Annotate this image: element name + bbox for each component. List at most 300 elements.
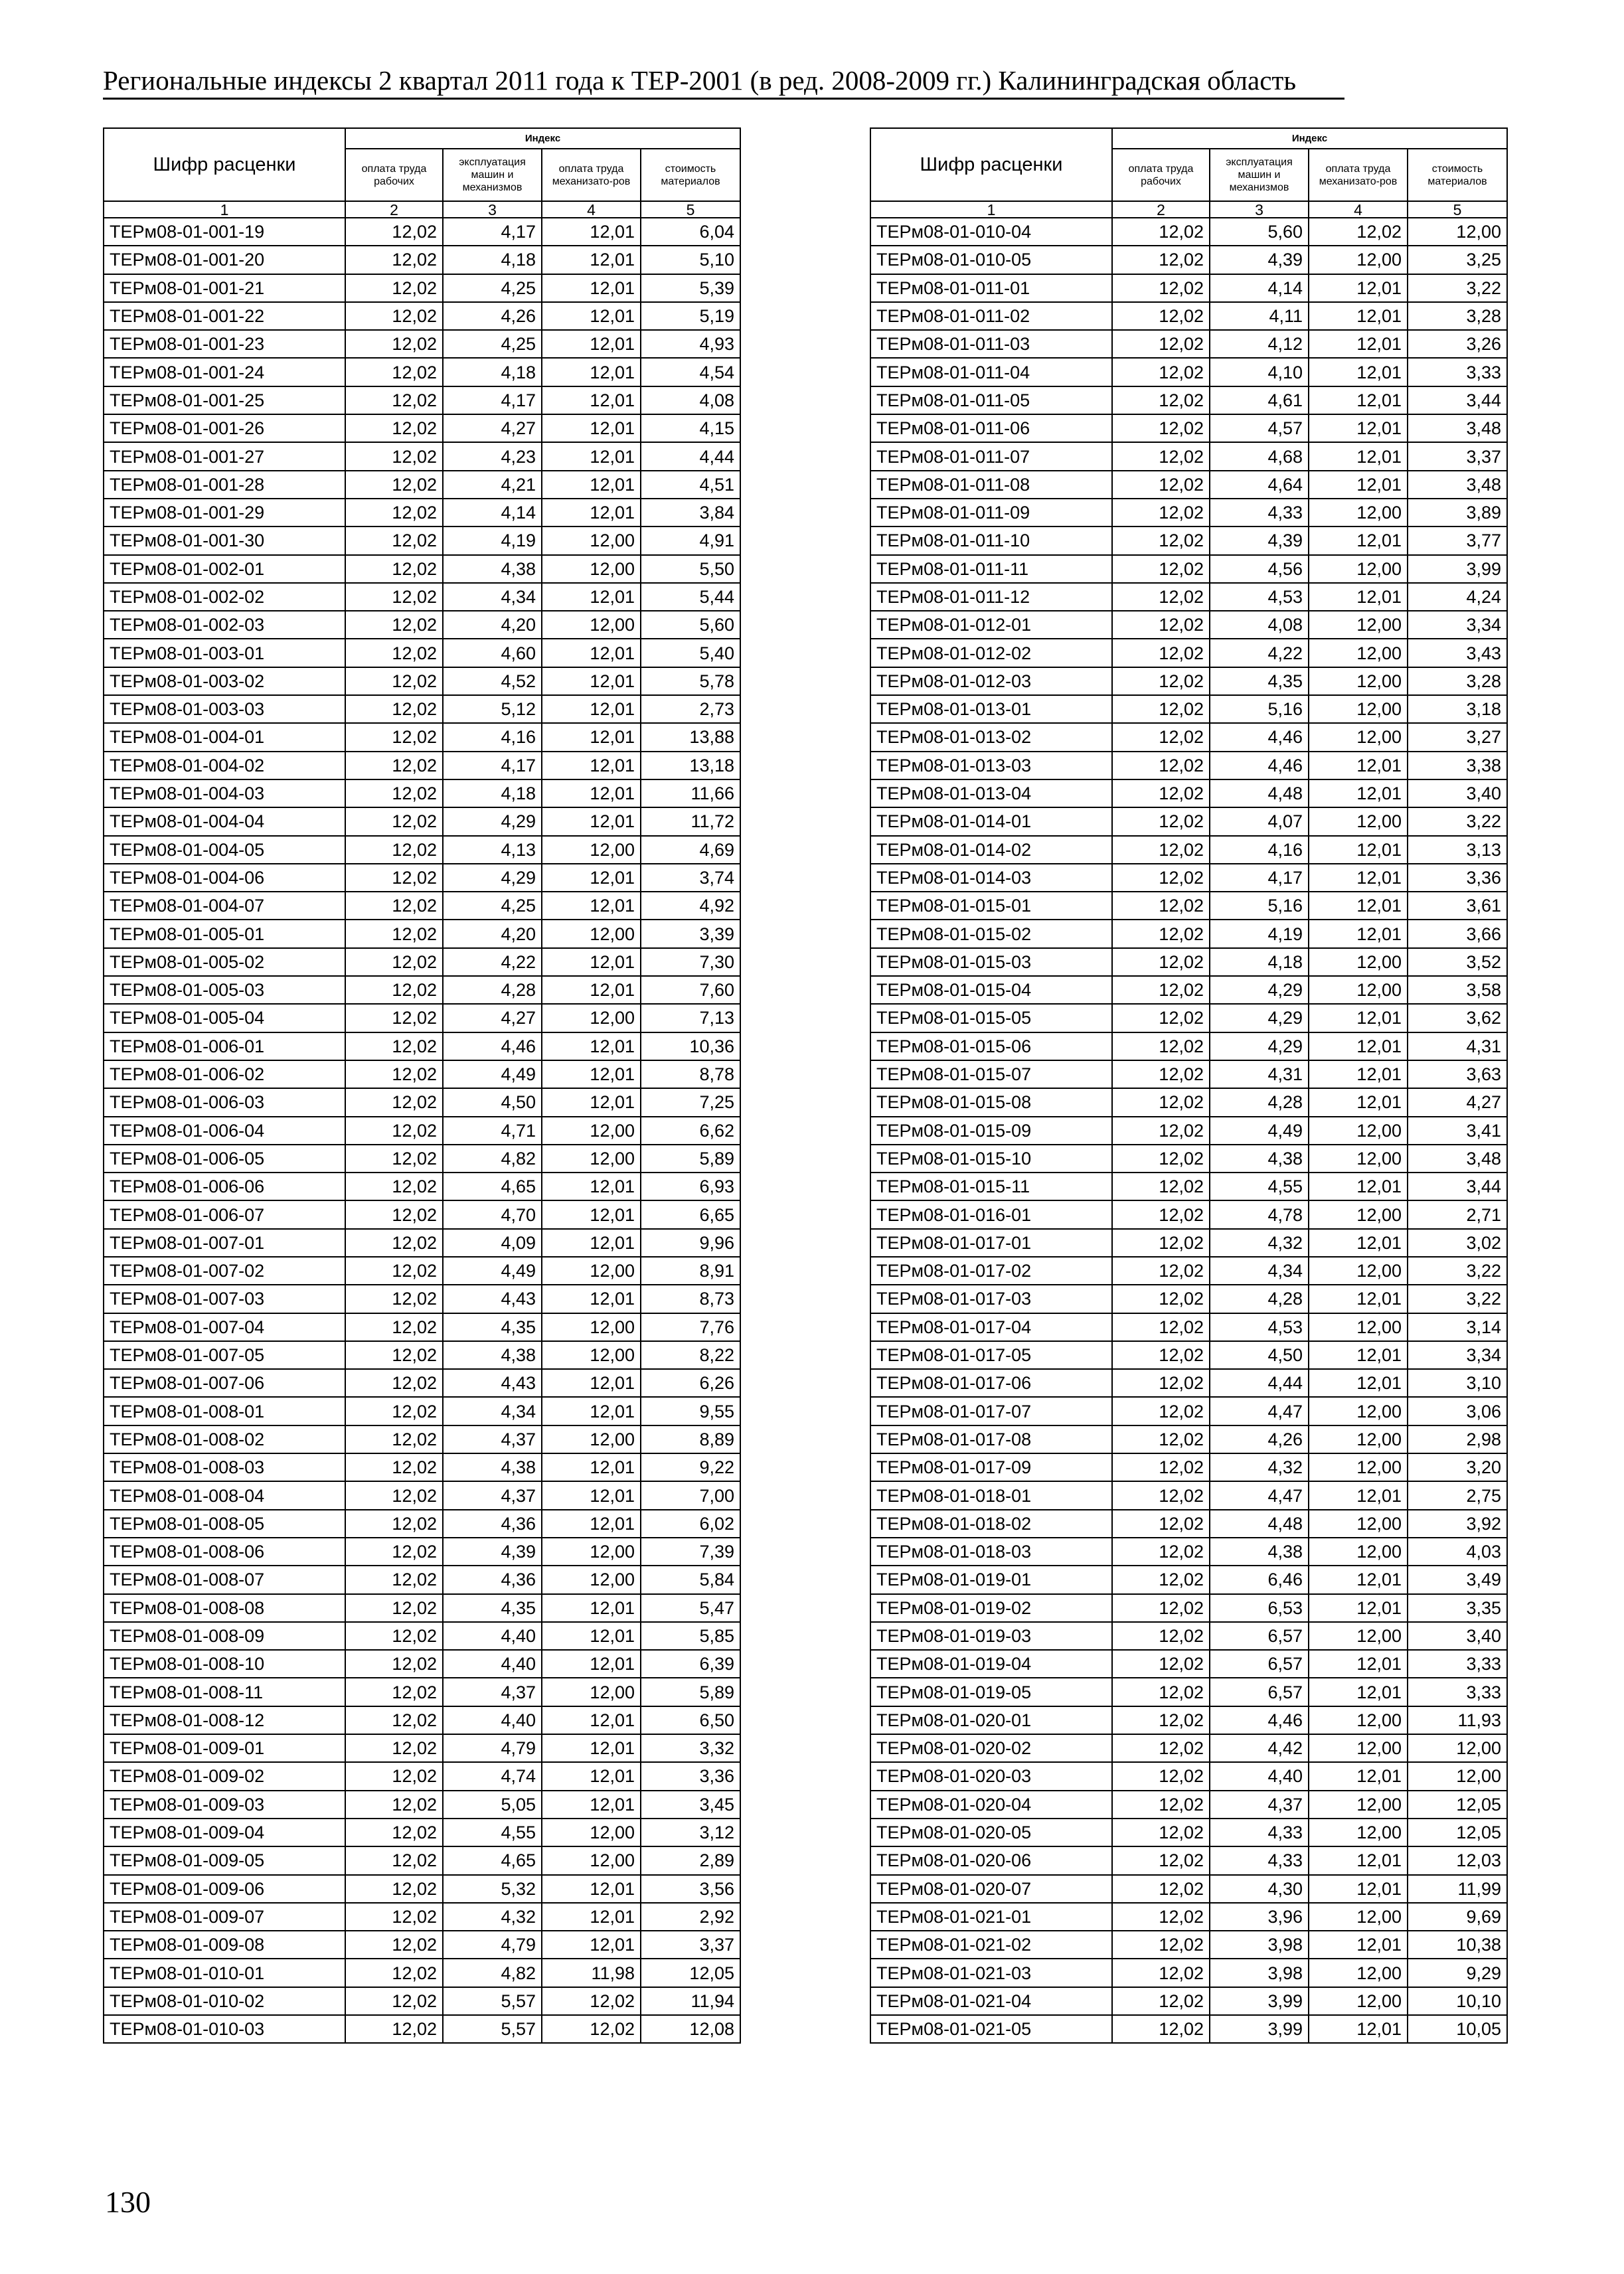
labor-index-cell: 12,02: [1112, 1510, 1210, 1538]
rate-code-cell: ТЕРм08-01-012-02: [870, 639, 1112, 667]
materials-index-cell: 12,05: [1408, 1791, 1507, 1819]
table-row: [870, 442, 1507, 470]
operators-index-cell: 12,01: [542, 218, 641, 246]
rate-code-cell: ТЕРм08-01-009-07: [104, 1903, 345, 1931]
operators-index-cell: 12,01: [1309, 1931, 1408, 1959]
materials-index-cell: 3,22: [1408, 1285, 1507, 1313]
labor-index-cell: 12,02: [345, 752, 443, 779]
machines-index-cell: 4,50: [443, 1088, 542, 1116]
machines-index-cell: 6,57: [1210, 1622, 1309, 1650]
materials-index-cell: 5,84: [641, 1566, 740, 1593]
table-row: [104, 386, 740, 414]
operators-index-cell: 12,00: [542, 836, 641, 864]
table-row: [870, 1875, 1507, 1903]
table-row: [104, 274, 740, 302]
materials-index-cell: 5,19: [641, 302, 740, 330]
operators-index-cell: 12,01: [1309, 1594, 1408, 1622]
labor-index-cell: 12,02: [345, 1846, 443, 1874]
table-row: [104, 499, 740, 527]
operators-index-cell: 12,00: [542, 920, 641, 947]
materials-index-cell: 11,66: [641, 779, 740, 807]
operators-index-cell: 12,01: [1309, 2015, 1408, 2043]
operators-index-cell: 12,00: [1309, 1425, 1408, 1453]
materials-index-cell: 2,75: [1408, 1481, 1507, 1509]
materials-index-cell: 3,32: [641, 1734, 740, 1762]
machines-index-cell: 5,60: [1210, 218, 1309, 246]
labor-index-cell: 12,02: [1112, 1791, 1210, 1819]
labor-index-cell: 12,02: [1112, 1566, 1210, 1593]
machines-index-cell: 4,28: [1210, 1088, 1309, 1116]
materials-index-cell: 3,43: [1408, 639, 1507, 667]
labor-index-cell: 12,02: [1112, 892, 1210, 920]
table-row: [104, 1453, 740, 1481]
table-row: [870, 414, 1507, 442]
labor-index-cell: 12,02: [1112, 1819, 1210, 1846]
table-row: [104, 1145, 740, 1173]
table-row: [870, 555, 1507, 583]
machines-index-cell: 4,55: [443, 1819, 542, 1846]
table-row: [104, 948, 740, 976]
labor-index-cell: 12,02: [345, 1004, 443, 1032]
machines-index-cell: 4,68: [1210, 442, 1309, 470]
rate-code-cell: ТЕРм08-01-008-09: [104, 1622, 345, 1650]
table-row: [104, 779, 740, 807]
materials-index-cell: 3,22: [1408, 274, 1507, 302]
labor-index-cell: 12,02: [1112, 1425, 1210, 1453]
rate-code-cell: ТЕРм08-01-018-02: [870, 1510, 1112, 1538]
rate-code-cell: ТЕРм08-01-004-07: [104, 892, 345, 920]
labor-index-cell: 12,02: [345, 639, 443, 667]
materials-index-cell: 3,45: [641, 1791, 740, 1819]
labor-index-cell: 12,02: [345, 302, 443, 330]
machines-index-cell: 4,16: [443, 723, 542, 751]
machines-index-cell: 4,16: [1210, 836, 1309, 864]
header-labor: оплата труда рабочих: [345, 149, 443, 201]
operators-index-cell: 12,01: [1309, 330, 1408, 358]
materials-index-cell: 2,98: [1408, 1425, 1507, 1453]
operators-index-cell: 12,01: [542, 1622, 641, 1650]
rate-code-cell: ТЕРм08-01-007-02: [104, 1257, 345, 1285]
rate-code-cell: ТЕРм08-01-002-02: [104, 583, 345, 611]
column-number: 1: [870, 201, 1112, 218]
materials-index-cell: 4,69: [641, 836, 740, 864]
table-row: [104, 1622, 740, 1650]
operators-index-cell: 12,01: [542, 1734, 641, 1762]
column-number: 2: [1112, 201, 1210, 218]
labor-index-cell: 12,02: [345, 892, 443, 920]
column-number: 3: [1210, 201, 1309, 218]
rate-code-cell: ТЕРм08-01-011-05: [870, 386, 1112, 414]
table-row: [870, 2015, 1507, 2043]
column-number: 5: [641, 201, 740, 218]
materials-index-cell: 5,47: [641, 1594, 740, 1622]
labor-index-cell: 12,02: [1112, 920, 1210, 947]
rate-code-cell: ТЕРм08-01-015-09: [870, 1117, 1112, 1145]
operators-index-cell: 12,01: [542, 752, 641, 779]
materials-index-cell: 3,06: [1408, 1397, 1507, 1425]
table-row: [870, 864, 1507, 892]
machines-index-cell: 4,38: [443, 1453, 542, 1481]
table-row: [104, 1903, 740, 1931]
rate-code-cell: ТЕРм08-01-018-01: [870, 1481, 1112, 1509]
rate-code-cell: ТЕРм08-01-021-04: [870, 1987, 1112, 2015]
materials-index-cell: 5,60: [641, 611, 740, 639]
materials-index-cell: 10,36: [641, 1032, 740, 1060]
materials-index-cell: 3,48: [1408, 414, 1507, 442]
materials-index-cell: 5,85: [641, 1622, 740, 1650]
table-row: [870, 807, 1507, 835]
operators-index-cell: 12,01: [542, 302, 641, 330]
table-row: [104, 1229, 740, 1257]
header-operators: оплата труда механизато-ров: [1309, 149, 1408, 201]
operators-index-cell: 12,00: [1309, 1987, 1408, 2015]
machines-index-cell: 4,56: [1210, 555, 1309, 583]
labor-index-cell: 12,02: [1112, 1678, 1210, 1706]
machines-index-cell: 4,49: [1210, 1117, 1309, 1145]
operators-index-cell: 12,01: [542, 414, 641, 442]
materials-index-cell: 13,88: [641, 723, 740, 751]
labor-index-cell: 12,02: [345, 1791, 443, 1819]
materials-index-cell: 2,89: [641, 1846, 740, 1874]
machines-index-cell: 4,29: [1210, 1032, 1309, 1060]
materials-index-cell: 3,48: [1408, 1145, 1507, 1173]
table-row: [104, 1846, 740, 1874]
operators-index-cell: 12,01: [1309, 1846, 1408, 1874]
materials-index-cell: 7,13: [641, 1004, 740, 1032]
materials-index-cell: 3,18: [1408, 695, 1507, 723]
rate-code-cell: ТЕРм08-01-015-02: [870, 920, 1112, 947]
labor-index-cell: 12,02: [1112, 639, 1210, 667]
machines-index-cell: 4,46: [1210, 723, 1309, 751]
materials-index-cell: 9,55: [641, 1397, 740, 1425]
materials-index-cell: 3,36: [641, 1762, 740, 1790]
materials-index-cell: 12,00: [1408, 1734, 1507, 1762]
labor-index-cell: 12,02: [1112, 1004, 1210, 1032]
table-row: [104, 1566, 740, 1593]
rate-code-cell: ТЕРм08-01-011-11: [870, 555, 1112, 583]
labor-index-cell: 12,02: [1112, 555, 1210, 583]
materials-index-cell: 4,44: [641, 442, 740, 470]
operators-index-cell: 12,01: [1309, 1678, 1408, 1706]
labor-index-cell: 12,02: [345, 695, 443, 723]
materials-index-cell: 5,78: [641, 667, 740, 695]
table-row: [870, 1734, 1507, 1762]
materials-index-cell: 3,35: [1408, 1594, 1507, 1622]
rate-code-cell: ТЕРм08-01-017-08: [870, 1425, 1112, 1453]
table-row: [870, 920, 1507, 947]
rate-code-cell: ТЕРм08-01-009-08: [104, 1931, 345, 1959]
rate-code-cell: ТЕРм08-01-001-24: [104, 358, 345, 386]
rate-code-cell: ТЕРм08-01-020-02: [870, 1734, 1112, 1762]
labor-index-cell: 12,02: [345, 1819, 443, 1846]
materials-index-cell: 4,27: [1408, 1088, 1507, 1116]
table-row: [104, 1706, 740, 1734]
column-number: 5: [1408, 201, 1507, 218]
table-row: [870, 358, 1507, 386]
machines-index-cell: 4,52: [443, 667, 542, 695]
machines-index-cell: 4,28: [1210, 1285, 1309, 1313]
operators-index-cell: 12,00: [1309, 611, 1408, 639]
rate-code-cell: ТЕРм08-01-013-01: [870, 695, 1112, 723]
labor-index-cell: 12,02: [345, 1369, 443, 1397]
machines-index-cell: 4,37: [443, 1425, 542, 1453]
table-row: [870, 218, 1507, 246]
operators-index-cell: 12,01: [542, 667, 641, 695]
rate-code-cell: ТЕРм08-01-001-19: [104, 218, 345, 246]
rate-code-cell: ТЕРм08-01-015-08: [870, 1088, 1112, 1116]
operators-index-cell: 12,01: [542, 330, 641, 358]
machines-index-cell: 4,49: [443, 1060, 542, 1088]
operators-index-cell: 12,00: [1309, 1397, 1408, 1425]
machines-index-cell: 4,11: [1210, 302, 1309, 330]
labor-index-cell: 12,02: [345, 1510, 443, 1538]
materials-index-cell: 3,99: [1408, 555, 1507, 583]
table-body-left: [104, 218, 740, 2043]
rate-code-cell: ТЕРм08-01-008-07: [104, 1566, 345, 1593]
table-row: [870, 1004, 1507, 1032]
labor-index-cell: 12,02: [1112, 807, 1210, 835]
operators-index-cell: 12,00: [1309, 1538, 1408, 1566]
rate-code-cell: ТЕРм08-01-020-03: [870, 1762, 1112, 1790]
materials-index-cell: 5,44: [641, 583, 740, 611]
rate-code-cell: ТЕРм08-01-019-05: [870, 1678, 1112, 1706]
operators-index-cell: 12,00: [542, 1004, 641, 1032]
labor-index-cell: 12,02: [1112, 218, 1210, 246]
operators-index-cell: 12,01: [542, 1229, 641, 1257]
operators-index-cell: 12,00: [1309, 1959, 1408, 1987]
rate-code-cell: ТЕРм08-01-001-25: [104, 386, 345, 414]
labor-index-cell: 12,02: [1112, 1117, 1210, 1145]
materials-index-cell: 2,73: [641, 695, 740, 723]
rate-code-cell: ТЕРм08-01-005-02: [104, 948, 345, 976]
rate-code-cell: ТЕРм08-01-019-01: [870, 1566, 1112, 1593]
labor-index-cell: 12,02: [345, 1481, 443, 1509]
rate-code-cell: ТЕРм08-01-017-09: [870, 1453, 1112, 1481]
labor-index-cell: 12,02: [1112, 527, 1210, 554]
table-row: [870, 1369, 1507, 1397]
materials-index-cell: 3,44: [1408, 1173, 1507, 1200]
machines-index-cell: 4,32: [1210, 1229, 1309, 1257]
rate-code-cell: ТЕРм08-01-015-04: [870, 976, 1112, 1004]
table-row: [870, 1931, 1507, 1959]
operators-index-cell: 12,00: [542, 611, 641, 639]
machines-index-cell: 4,43: [443, 1369, 542, 1397]
rate-code-cell: ТЕРм08-01-012-03: [870, 667, 1112, 695]
machines-index-cell: 4,43: [443, 1285, 542, 1313]
labor-index-cell: 12,02: [345, 1060, 443, 1088]
machines-index-cell: 4,14: [443, 499, 542, 527]
labor-index-cell: 12,02: [1112, 948, 1210, 976]
machines-index-cell: 4,42: [1210, 1734, 1309, 1762]
rate-code-cell: ТЕРм08-01-011-08: [870, 471, 1112, 499]
table-row: [870, 1594, 1507, 1622]
machines-index-cell: 5,32: [443, 1875, 542, 1903]
rate-code-cell: ТЕРм08-01-021-02: [870, 1931, 1112, 1959]
labor-index-cell: 12,02: [1112, 1706, 1210, 1734]
machines-index-cell: 4,32: [443, 1903, 542, 1931]
materials-index-cell: 3,13: [1408, 836, 1507, 864]
rate-code-cell: ТЕРм08-01-014-02: [870, 836, 1112, 864]
materials-index-cell: 10,10: [1408, 1987, 1507, 2015]
materials-index-cell: 3,61: [1408, 892, 1507, 920]
table-row: [870, 1285, 1507, 1313]
table-row: [104, 1285, 740, 1313]
operators-index-cell: 12,01: [542, 1791, 641, 1819]
table-row: [104, 1678, 740, 1706]
operators-index-cell: 12,01: [542, 583, 641, 611]
labor-index-cell: 12,02: [345, 1959, 443, 1987]
rate-code-cell: ТЕРм08-01-010-03: [104, 2015, 345, 2043]
materials-index-cell: 3,40: [1408, 1622, 1507, 1650]
rate-code-cell: ТЕРм08-01-005-01: [104, 920, 345, 947]
rate-code-cell: ТЕРм08-01-001-21: [104, 274, 345, 302]
labor-index-cell: 12,02: [345, 723, 443, 751]
machines-index-cell: 4,35: [443, 1594, 542, 1622]
labor-index-cell: 12,02: [1112, 1594, 1210, 1622]
machines-index-cell: 4,46: [1210, 752, 1309, 779]
labor-index-cell: 12,02: [1112, 1397, 1210, 1425]
operators-index-cell: 12,01: [1309, 1032, 1408, 1060]
labor-index-cell: 12,02: [1112, 302, 1210, 330]
materials-index-cell: 4,15: [641, 414, 740, 442]
labor-index-cell: 12,02: [345, 1117, 443, 1145]
machines-index-cell: 4,53: [1210, 1313, 1309, 1341]
materials-index-cell: 3,33: [1408, 1678, 1507, 1706]
labor-index-cell: 12,02: [345, 358, 443, 386]
machines-index-cell: 3,99: [1210, 2015, 1309, 2043]
table-row: [104, 864, 740, 892]
table-row: [870, 1903, 1507, 1931]
materials-index-cell: 3,84: [641, 499, 740, 527]
materials-index-cell: 5,89: [641, 1678, 740, 1706]
table-row: [870, 1706, 1507, 1734]
labor-index-cell: 12,02: [1112, 695, 1210, 723]
rate-code-cell: ТЕРм08-01-006-07: [104, 1200, 345, 1228]
materials-index-cell: 3,22: [1408, 807, 1507, 835]
labor-index-cell: 12,02: [345, 1931, 443, 1959]
labor-index-cell: 12,02: [345, 611, 443, 639]
labor-index-cell: 12,02: [345, 1145, 443, 1173]
machines-index-cell: 4,50: [1210, 1341, 1309, 1369]
machines-index-cell: 4,17: [443, 386, 542, 414]
machines-index-cell: 4,57: [1210, 414, 1309, 442]
machines-index-cell: 4,46: [1210, 1706, 1309, 1734]
labor-index-cell: 12,02: [1112, 1622, 1210, 1650]
machines-index-cell: 4,53: [1210, 583, 1309, 611]
operators-index-cell: 12,01: [1309, 836, 1408, 864]
operators-index-cell: 12,01: [542, 1088, 641, 1116]
operators-index-cell: 12,00: [1309, 1313, 1408, 1341]
table-row: [870, 1313, 1507, 1341]
machines-index-cell: 4,71: [443, 1117, 542, 1145]
labor-index-cell: 12,02: [1112, 1762, 1210, 1790]
rate-code-cell: ТЕРм08-01-020-07: [870, 1875, 1112, 1903]
materials-index-cell: 3,49: [1408, 1566, 1507, 1593]
rate-code-cell: ТЕРм08-01-017-07: [870, 1397, 1112, 1425]
labor-index-cell: 12,02: [345, 1088, 443, 1116]
materials-index-cell: 4,03: [1408, 1538, 1507, 1566]
materials-index-cell: 4,93: [641, 330, 740, 358]
machines-index-cell: 4,26: [1210, 1425, 1309, 1453]
table-row: [870, 1819, 1507, 1846]
machines-index-cell: 4,25: [443, 274, 542, 302]
materials-index-cell: 13,18: [641, 752, 740, 779]
operators-index-cell: 12,01: [542, 779, 641, 807]
materials-index-cell: 3,33: [1408, 1650, 1507, 1678]
table-row: [104, 555, 740, 583]
labor-index-cell: 12,02: [345, 1622, 443, 1650]
machines-index-cell: 4,17: [1210, 864, 1309, 892]
table-row: [870, 1987, 1507, 2015]
table-row: [104, 1117, 740, 1145]
materials-index-cell: 8,73: [641, 1285, 740, 1313]
operators-index-cell: 12,00: [1309, 1117, 1408, 1145]
rate-code-cell: ТЕРм08-01-004-02: [104, 752, 345, 779]
labor-index-cell: 12,02: [1112, 330, 1210, 358]
table-row: [870, 1538, 1507, 1566]
rate-code-cell: ТЕРм08-01-011-04: [870, 358, 1112, 386]
table-row: [104, 1257, 740, 1285]
labor-index-cell: 12,02: [1112, 1453, 1210, 1481]
table-row: [104, 892, 740, 920]
operators-index-cell: 12,01: [1309, 1060, 1408, 1088]
machines-index-cell: 4,28: [443, 976, 542, 1004]
machines-index-cell: 4,78: [1210, 1200, 1309, 1228]
table-row: [104, 1481, 740, 1509]
machines-index-cell: 4,55: [1210, 1173, 1309, 1200]
rate-code-cell: ТЕРм08-01-004-05: [104, 836, 345, 864]
machines-index-cell: 4,35: [1210, 667, 1309, 695]
operators-index-cell: 12,01: [542, 864, 641, 892]
machines-index-cell: 4,39: [1210, 527, 1309, 554]
rate-code-cell: ТЕРм08-01-008-10: [104, 1650, 345, 1678]
labor-index-cell: 12,02: [345, 527, 443, 554]
materials-index-cell: 11,99: [1408, 1875, 1507, 1903]
labor-index-cell: 12,02: [1112, 583, 1210, 611]
materials-index-cell: 3,02: [1408, 1229, 1507, 1257]
table-row: [104, 1425, 740, 1453]
machines-index-cell: 4,82: [443, 1959, 542, 1987]
table-row: [870, 1032, 1507, 1060]
labor-index-cell: 12,02: [345, 442, 443, 470]
machines-index-cell: 4,33: [1210, 499, 1309, 527]
header-materials: стоимость материалов: [1408, 149, 1507, 201]
table-row: [104, 302, 740, 330]
operators-index-cell: 12,01: [542, 274, 641, 302]
table-row: [104, 246, 740, 274]
operators-index-cell: 12,01: [542, 723, 641, 751]
materials-index-cell: 10,05: [1408, 2015, 1507, 2043]
labor-index-cell: 12,02: [345, 948, 443, 976]
rate-code-cell: ТЕРм08-01-003-02: [104, 667, 345, 695]
operators-index-cell: 11,98: [542, 1959, 641, 1987]
labor-index-cell: 12,02: [1112, 1903, 1210, 1931]
rate-code-cell: ТЕРм08-01-008-01: [104, 1397, 345, 1425]
table-row: [870, 246, 1507, 274]
table-row: [870, 667, 1507, 695]
materials-index-cell: 9,69: [1408, 1903, 1507, 1931]
materials-index-cell: 3,62: [1408, 1004, 1507, 1032]
column-number: 1: [104, 201, 345, 218]
table-row: [870, 836, 1507, 864]
operators-index-cell: 12,01: [542, 1875, 641, 1903]
operators-index-cell: 12,00: [1309, 1453, 1408, 1481]
operators-index-cell: 12,01: [1309, 892, 1408, 920]
labor-index-cell: 12,02: [345, 1538, 443, 1566]
table-row: [104, 1200, 740, 1228]
rate-code-cell: ТЕРм08-01-011-12: [870, 583, 1112, 611]
materials-index-cell: 3,28: [1408, 302, 1507, 330]
